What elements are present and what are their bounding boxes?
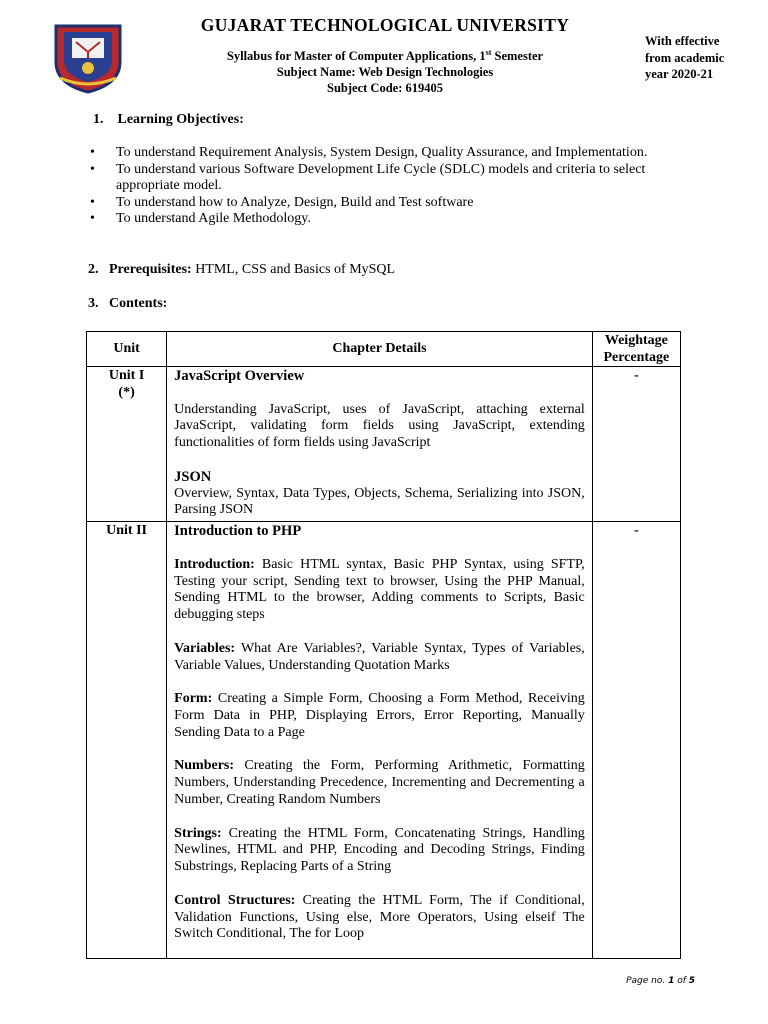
syllabus-line: Syllabus for Master of Computer Applications, 1st Semester	[226, 48, 544, 64]
subject-code: Subject Code: 619405	[327, 81, 443, 96]
table-row	[87, 522, 681, 959]
chapter-cell	[167, 522, 593, 959]
weightage-header: Weightage Percentage	[592, 332, 680, 367]
subject-name: Subject Name: Web Design Technologies	[276, 65, 494, 80]
unit-cell: Unit II	[87, 522, 167, 959]
topic-block: Numbers: Creating the Form, Performing Arithmetic, Formatting Numbers, Understanding Precedence, Incrementing and Decrementing a Number, Creating Random Numbers	[174, 758, 585, 807]
chapter-text: Overview, Syntax, Data Types, Objects, Schema, Serializing into JSON, Parsing JSON	[174, 485, 585, 518]
chapter-cell	[167, 367, 593, 522]
list-item: • To understand how to Analyze, Design, Build and Test software	[90, 195, 680, 212]
list-item: • To understand Requirement Analysis, System Design, Quality Assurance, and Implementation.	[90, 145, 680, 162]
unit-header: Unit	[87, 332, 167, 367]
topic-block: Variables: What Are Variables?, Variable Syntax, Types of Variables, Variable Values, Understanding Quotation Marks	[174, 640, 585, 673]
contents-heading: 3. Contents:	[88, 296, 168, 311]
objectives-heading: 1. Learning Objectives:	[93, 112, 244, 127]
topic-block: Control Structures: Creating the HTML Form, The if Conditional, Validation Functions, Using else, More Operators, Using elseif The Switch Conditional, The for Loop	[174, 892, 585, 942]
chapter-header: Chapter Details	[167, 332, 593, 367]
weight-cell: -	[592, 367, 680, 522]
table-row	[87, 367, 681, 522]
effective-year-note: With effective from academic year 2020-21	[645, 34, 725, 81]
objectives-list	[90, 145, 680, 228]
unit-cell: Unit I (*)	[87, 367, 167, 522]
university-title: GUJARAT TECHNOLOGICAL UNIVERSITY	[200, 15, 570, 35]
table-header-row	[87, 332, 681, 367]
weight-cell: -	[592, 522, 680, 959]
chapter-title: Introduction to PHP	[174, 523, 302, 540]
list-item: • To understand various Software Development Life Cycle (SDLC) models and criteria to select appropriate model.	[90, 162, 680, 195]
prerequisites: 2. Prerequisites: HTML, CSS and Basics of MySQL	[88, 262, 396, 277]
list-item: • To understand Agile Methodology.	[90, 211, 680, 228]
page-number: Page no. 1 of 5	[626, 976, 695, 986]
chapter-subtitle: JSON	[174, 468, 212, 485]
contents-table	[86, 331, 681, 959]
chapter-text: Understanding JavaScript, uses of JavaScript, attaching external JavaScript, validating form fields using JavaScript, extending functionalities of form fields using JavaScript	[174, 401, 585, 451]
topic-block: Form: Creating a Simple Form, Choosing a Form Method, Receiving Form Data in PHP, Displaying Errors, Error Reporting, Manually Sending Data to a Page	[174, 691, 585, 740]
gtu-crest-logo	[50, 18, 126, 94]
topic-block: Strings: Creating the HTML Form, Concatenating Strings, Handling Newlines, HTML and PHP, Encoding and Decoding Strings, Finding Substrings, Replacing Parts of a String	[174, 825, 585, 875]
topic-block: Introduction: Basic HTML syntax, Basic PHP Syntax, using SFTP, Testing your script, Sending text to browser, Using the PHP Manual, Sending HTML to the browser, Adding comments to Scripts, Basic debugging steps	[174, 556, 585, 623]
chapter-title: JavaScript Overview	[174, 368, 305, 384]
